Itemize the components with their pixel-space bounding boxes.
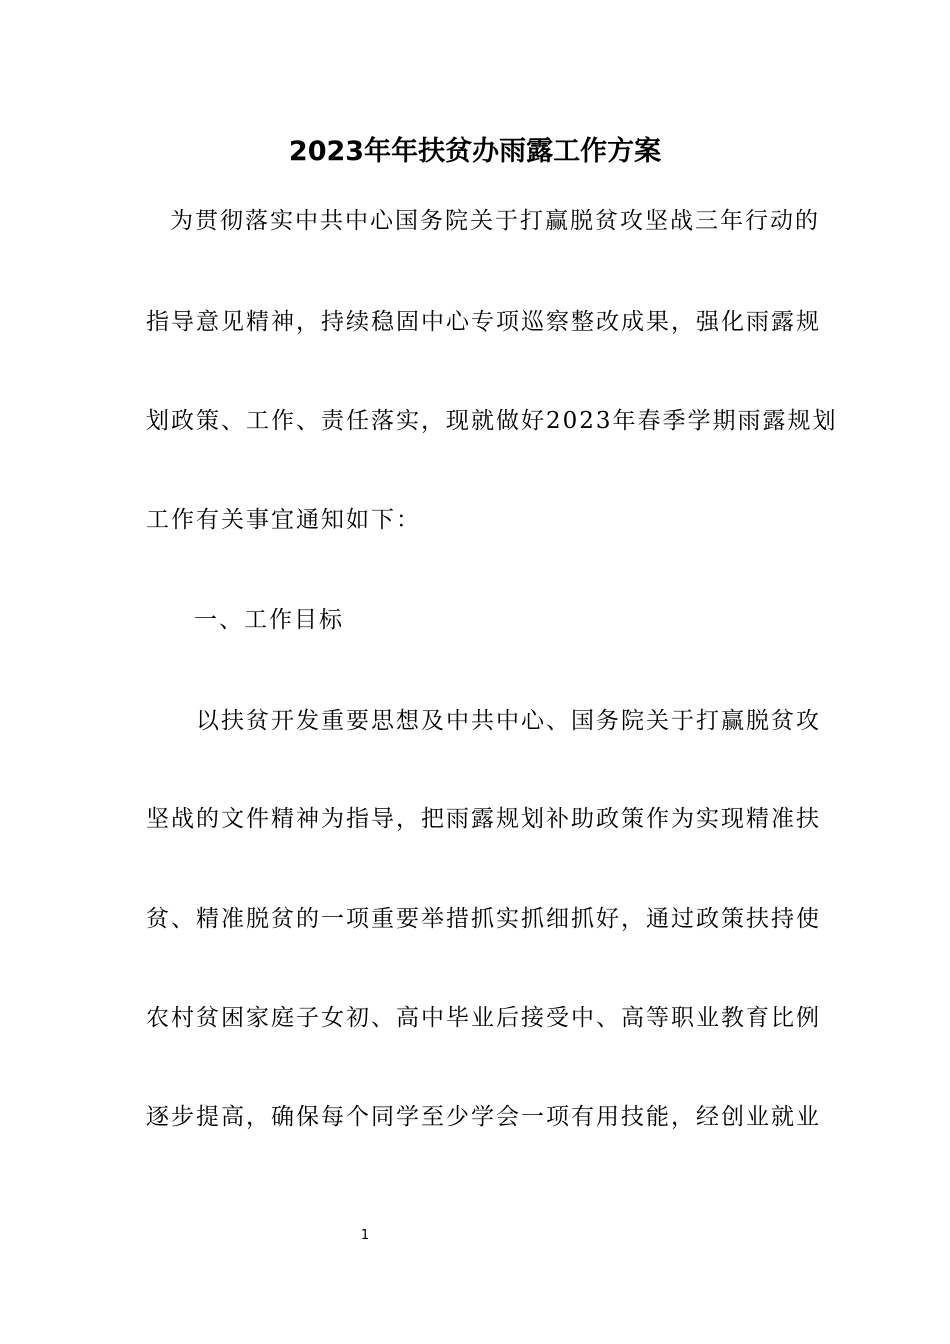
paragraph-line: 贫、精准脱贫的一项重要举措抓实抓细抓好，通过政策扶持使: [146, 906, 821, 932]
paragraph-line: 工作有关事宜通知如下：: [146, 507, 421, 533]
paragraph-line: 坚战的文件精神为指导，把雨露规划补助政策作为实现精准扶: [146, 806, 821, 832]
paragraph-line: 划政策、工作、责任落实，现就做好2023年春季学期雨露规划: [146, 408, 838, 434]
paragraph-line: 指导意见精神，持续稳固中心专项巡察整改成果，强化雨露规: [146, 309, 821, 335]
document-title: 2023年年扶贫办雨露工作方案: [288, 136, 662, 167]
paragraph-line: 为贯彻落实中共中心国务院关于打赢脱贫攻坚战三年行动的: [170, 208, 820, 234]
paragraph-line: 以扶贫开发重要思想及中共中心、国务院关于打赢脱贫攻: [196, 708, 821, 734]
paragraph-line: 农村贫困家庭子女初、高中毕业后接受中、高等职业教育比例: [146, 1005, 821, 1031]
section-heading: 一、工作目标: [194, 607, 344, 633]
page-number: 1: [360, 1228, 370, 1243]
paragraph-line: 逐步提高，确保每个同学至少学会一项有用技能，经创业就业: [146, 1104, 821, 1130]
